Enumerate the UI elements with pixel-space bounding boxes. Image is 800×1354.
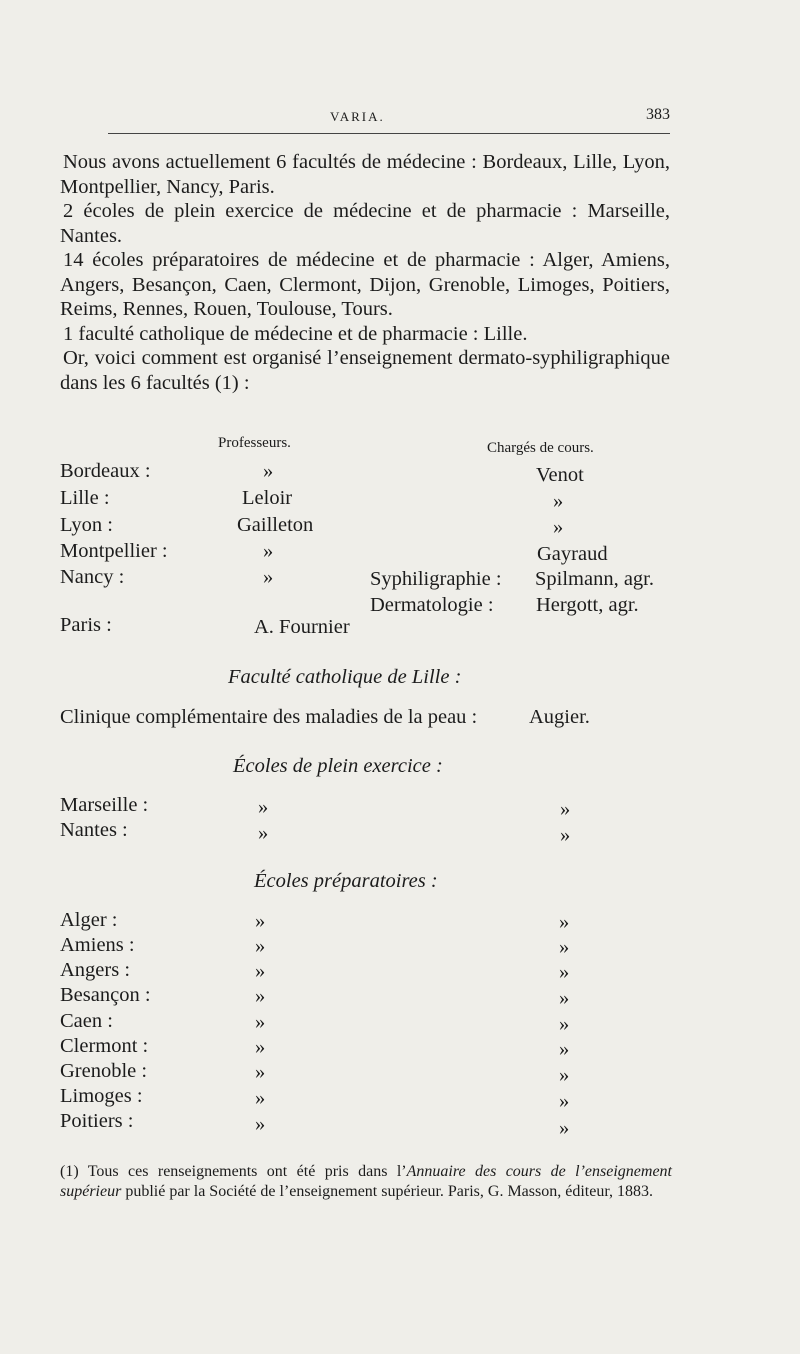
header-rule xyxy=(108,133,670,134)
school-value: » xyxy=(559,1117,570,1139)
intro-paragraph-3: 14 écoles préparatoires de médecine et de pharmacie : Alger, Amiens, Angers, Besançon, Caen, Clermont, Dijon, Grenoble, Limoges, Poitiers, Reims, Rennes, Rouen, Toulouse, Tours. xyxy=(60,249,670,320)
school-city: Limoges : xyxy=(60,1085,143,1107)
school-city: Caen : xyxy=(60,1010,113,1032)
school-value: » xyxy=(560,798,571,820)
school-city: Poitiers : xyxy=(60,1110,134,1132)
school-value: » xyxy=(255,1113,266,1135)
faculty-city: Nancy : xyxy=(60,566,125,588)
running-title: VARIA. xyxy=(330,109,385,124)
school-value: » xyxy=(258,822,269,844)
intro-paragraph-2: 2 écoles de plein exercice de médecine et de pharmacie : Marseille, Nantes. xyxy=(60,200,670,247)
school-value: » xyxy=(559,936,570,958)
intro-paragraph-4: 1 faculté catholique de médecine et de pharmacie : Lille. xyxy=(63,322,528,345)
school-city: Besançon : xyxy=(60,984,151,1006)
school-city: Marseille : xyxy=(60,794,149,816)
column-header-charges: Chargés de cours. xyxy=(487,440,594,456)
faculty-charge: » xyxy=(553,516,564,538)
faculty-city: Lille : xyxy=(60,487,110,509)
school-value: » xyxy=(559,1064,570,1086)
faculty-professeur: Gailleton xyxy=(237,514,314,536)
faculty-charge: Gayraud xyxy=(537,543,608,565)
running-header xyxy=(0,106,800,130)
faculty-charge: » xyxy=(553,490,564,512)
school-value: » xyxy=(255,910,266,932)
faculty-charge: Venot xyxy=(536,464,584,486)
school-value: » xyxy=(559,911,570,933)
school-value: » xyxy=(255,960,266,982)
faculty-professeur: » xyxy=(263,460,274,482)
faculty-charge: Hergott, agr. xyxy=(536,594,639,616)
catholique-label: Clinique complémentaire des maladies de la peau : xyxy=(60,706,478,728)
school-value: » xyxy=(255,985,266,1007)
footnote-title: Annuaire des cours de l’enseignement supérieur xyxy=(60,1163,672,1200)
school-value: » xyxy=(255,1087,266,1109)
faculty-city: Paris : xyxy=(60,614,112,636)
faculty-professeur: A. Fournier xyxy=(254,616,350,638)
faculty-professeur: Leloir xyxy=(242,487,293,509)
catholique-value: Augier. xyxy=(529,706,590,728)
intro-paragraph-1: Nous avons actuellement 6 facultés de médecine : Bordeaux, Lille, Lyon, Montpellier, Nancy, Paris. xyxy=(60,151,670,198)
school-city: Angers : xyxy=(60,959,131,981)
school-city: Alger : xyxy=(60,909,118,931)
faculty-subject: Syphiligraphie : xyxy=(370,568,502,590)
intro-text xyxy=(60,150,670,395)
school-value: » xyxy=(560,824,571,846)
school-value: » xyxy=(559,1013,570,1035)
school-value: » xyxy=(255,1036,266,1058)
faculty-subject: Dermatologie : xyxy=(370,594,494,616)
faculty-charge: Spilmann, agr. xyxy=(535,568,655,590)
faculty-city: Lyon : xyxy=(60,514,113,536)
section-heading-catholique: Faculté catholique de Lille : xyxy=(228,666,462,688)
section-heading-preparatoires: Écoles préparatoires : xyxy=(254,870,438,892)
school-city: Amiens : xyxy=(60,934,135,956)
school-value: » xyxy=(559,987,570,1009)
school-city: Grenoble : xyxy=(60,1060,148,1082)
school-city: Clermont : xyxy=(60,1035,149,1057)
footnote-prefix: (1) Tous ces renseignements ont été pris dans l’ xyxy=(60,1163,407,1180)
footnote-suffix: publié par la Société de l’enseignement supérieur. Paris, G. Masson, éditeur, 1883. xyxy=(121,1183,653,1200)
faculty-city: Bordeaux : xyxy=(60,460,151,482)
school-value: » xyxy=(255,1061,266,1083)
page-number: 383 xyxy=(646,106,670,123)
school-value: » xyxy=(559,1090,570,1112)
school-value: » xyxy=(559,1038,570,1060)
footnote xyxy=(60,1162,672,1202)
school-value: » xyxy=(258,796,269,818)
school-city: Nantes : xyxy=(60,819,128,841)
school-value: » xyxy=(559,961,570,983)
faculty-professeur: » xyxy=(263,540,274,562)
school-value: » xyxy=(255,935,266,957)
section-heading-plein-exercice: Écoles de plein exercice : xyxy=(233,755,443,777)
school-value: » xyxy=(255,1011,266,1033)
intro-paragraph-5: Or, voici comment est organisé l’enseignement dermato-syphiligraphique dans les 6 facultés (1) : xyxy=(60,347,670,394)
column-header-professeurs: Professeurs. xyxy=(218,435,291,451)
faculty-city: Montpellier : xyxy=(60,540,168,562)
faculty-professeur: » xyxy=(263,566,274,588)
